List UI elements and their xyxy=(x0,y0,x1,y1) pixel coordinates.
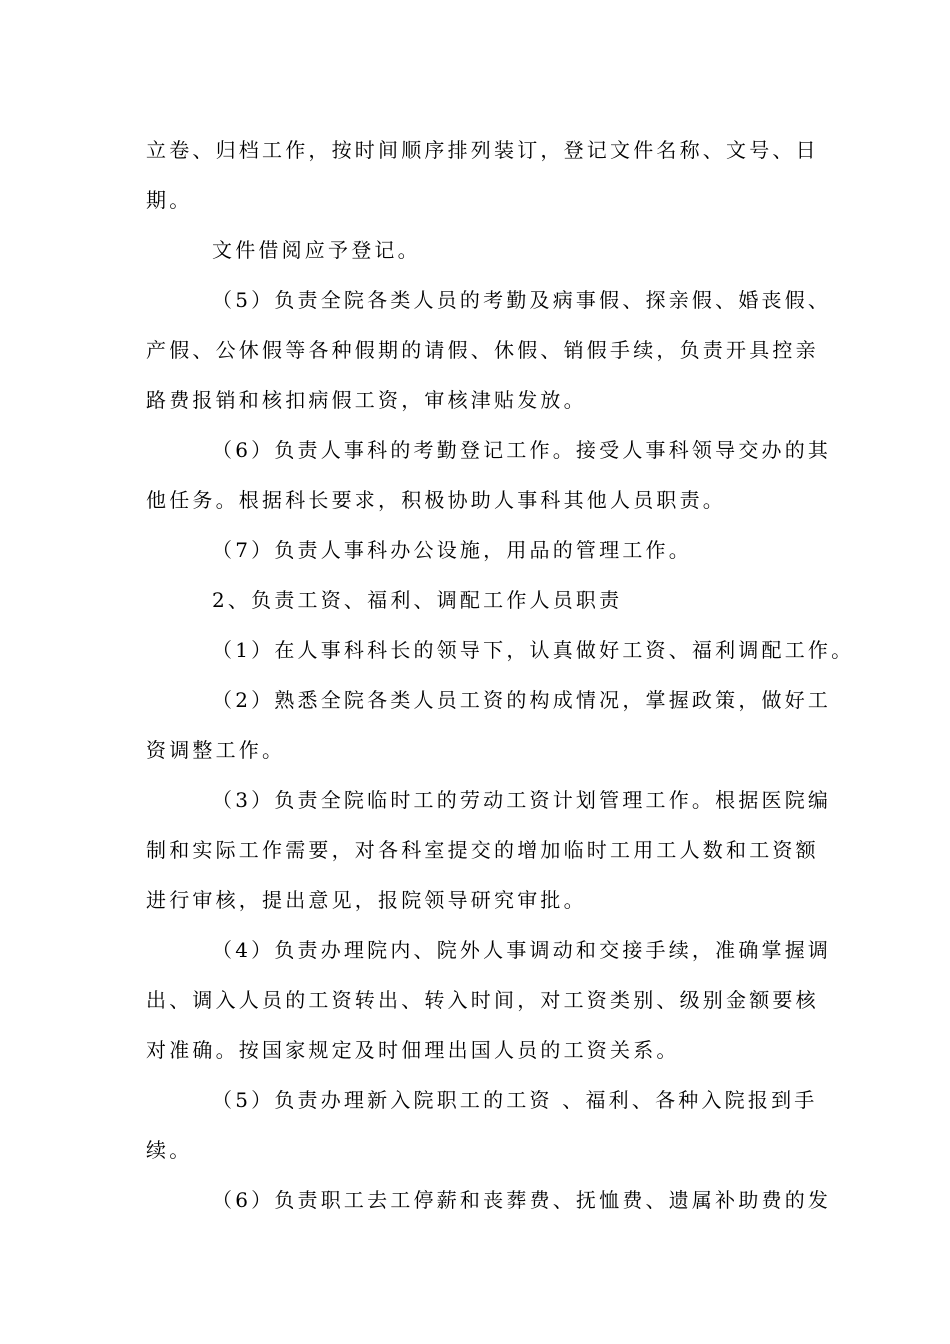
text-line: 产假、公休假等各种假期的请假、休假、销假手续，负责开具控亲 xyxy=(146,338,819,362)
text-line: 对准确。按国家规定及时佃理出国人员的工资关系。 xyxy=(146,1038,680,1062)
text-line: （6）负责职工去工停薪和丧葬费、抚恤费、遗属补助费的发 xyxy=(212,1188,832,1212)
section-heading: 2、负责工资、福利、调配工作人员职责 xyxy=(212,588,623,612)
text-line: 续。 xyxy=(146,1138,193,1162)
text-line: 制和实际工作需要，对各科室提交的增加临时工用工人数和工资额 xyxy=(146,838,819,862)
text-line: 文件借阅应予登记。 xyxy=(212,238,421,262)
text-line: （1）在人事科科长的领导下，认真做好工资、福利调配工作。 xyxy=(212,638,855,662)
text-line: （3）负责全院临时工的劳动工资计划管理工作。根据医院编 xyxy=(212,788,832,812)
text-line: （2）熟悉全院各类人员工资的构成情况，掌握政策，做好工 xyxy=(212,688,832,712)
text-line: 立卷、归档工作，按时间顺序排列装订，登记文件名称、文号、日 xyxy=(146,138,819,162)
text-line: 资调整工作。 xyxy=(146,738,286,762)
text-line: 出、调入人员的工资转出、转入时间，对工资类别、级别金额要核 xyxy=(146,988,819,1012)
text-line: （4）负责办理院内、院外人事调动和交接手续，准确掌握调 xyxy=(212,938,832,962)
text-line: （5）负责全院各类人员的考勤及病事假、探亲假、婚丧假、 xyxy=(212,288,832,312)
text-line: （6）负责人事科的考勤登记工作。接受人事科领导交办的其 xyxy=(212,438,832,462)
text-line: 路费报销和核扣病假工资，审核津贴发放。 xyxy=(146,388,587,412)
text-line: （5）负责办理新入院职工的工资 、福利、各种入院报到手 xyxy=(212,1088,818,1112)
text-line: （7）负责人事科办公设施，用品的管理工作。 xyxy=(212,538,692,562)
text-line: 期。 xyxy=(146,188,193,212)
text-line: 进行审核，提出意见，报院领导研究审批。 xyxy=(146,888,587,912)
text-line: 他任务。根据科长要求，积极协助人事科其他人员职责。 xyxy=(146,488,726,512)
